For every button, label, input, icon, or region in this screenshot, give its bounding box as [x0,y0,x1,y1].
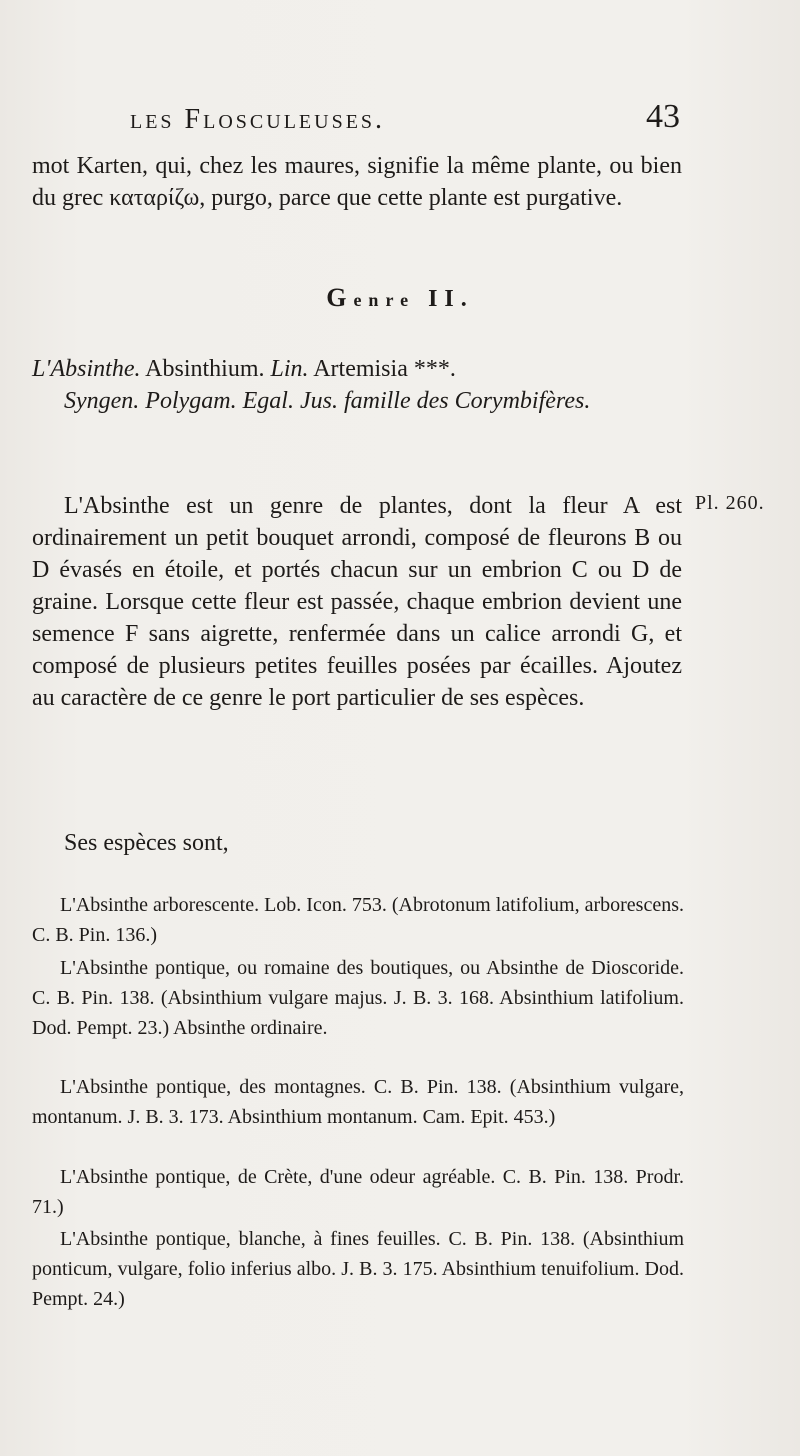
linnaean-genus: Artemisia ***. [313,356,456,382]
plate-reference: Pl. 260. [695,492,765,514]
genus-latin-name: Absinthium. [145,356,265,382]
page-number: 43 [646,98,680,135]
genus-description: L'Absinthe est un genre de plantes, dont la fleur A est ordinairement un petit bouquet arrondi, composé de fleurons B ou D évasés en étoile, et portés chacun sur un embrion C ou D de graine. Lorsque cette fleur est passée, chaque embrion devient une semence F sans aigrette, renfermée dans un calice arrondi G, et composé de plusieurs petites feuilles posées par écailles. Ajoutez au caractère de ce genre le port particulier de ses espèces. [32,493,682,711]
running-title: les Flosculeuses. [130,104,386,135]
species-intro: Ses espèces sont, [64,830,229,856]
species-entry: L'Absinthe pontique, ou romaine des boutiques, ou Absinthe de Dioscoride. C. B. Pin. 138. (Absinthium vulgare majus. J. B. 3. 168. Absinthium latifolium. Dod. Pempt. 23.) Absinthe ordinaire. [32,957,684,1039]
classification-detail: Syngen. Polygam. Egal. Jus. famille des Corymbifères. [64,388,591,414]
linnaeus-label: Lin. [270,356,309,382]
genre-heading-initial: G [326,283,354,312]
species-entry: L'Absinthe pontique, blanche, à fines feuilles. C. B. Pin. 138. (Absinthium ponticum, vulgare, folio inferius albo. J. B. 3. 175. Absinthium tenuifolium. Dod. Pempt. 24.) [32,1228,684,1310]
species-entry: L'Absinthe pontique, de Crète, d'une odeur agréable. C. B. Pin. 138. Prodr. 71.) [32,1166,684,1218]
species-entry: L'Absinthe pontique, des montagnes. C. B. Pin. 138. (Absinthium vulgare, montanum. J. B. 3. 173. Absinthium montanum. Cam. Epit. 453.) [32,1076,684,1128]
intro-paragraph: mot Karten, qui, chez les maures, signifie la même plante, ou bien du grec καταρίζω, purgo, parce que cette plante est purgative. [32,153,682,211]
species-entry: L'Absinthe arborescente. Lob. Icon. 753. (Abrotonum latifolium, arborescens. C. B. Pin. 136.) [32,894,684,946]
page-header [130,100,690,146]
genre-heading-number: II. [428,286,474,312]
genus-french-name: L'Absinthe. [32,356,141,382]
genre-heading [0,283,800,313]
genre-heading-word: enre [353,290,416,310]
genus-classification [32,353,682,417]
